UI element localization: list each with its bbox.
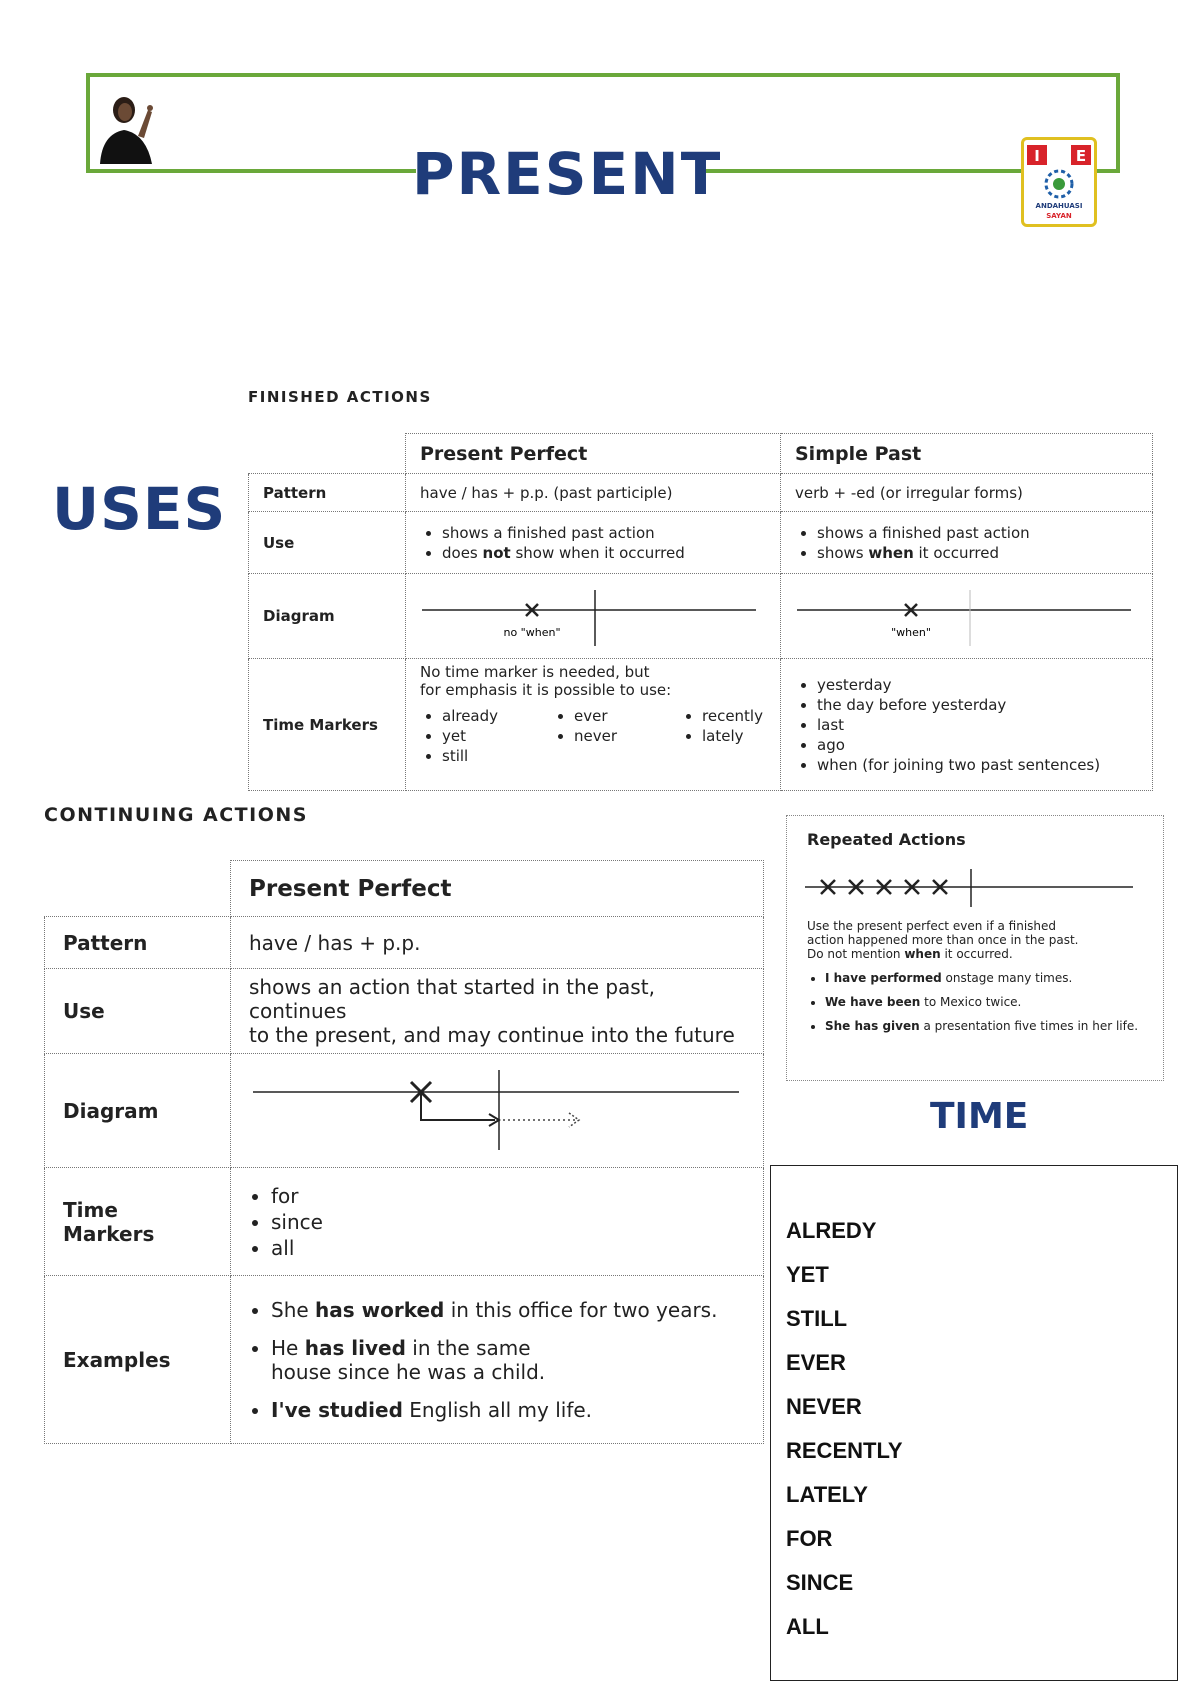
row-label-pattern: Pattern (45, 917, 231, 969)
pp-diagram (406, 574, 781, 659)
continuing-timeline-diagram (249, 1060, 745, 1156)
finished-actions-table (248, 433, 1153, 791)
repeated-actions-title: Repeated Actions (807, 830, 966, 849)
list-item: • never (574, 727, 680, 745)
list-item: • since (271, 1210, 745, 1234)
row-label-diagram: Diagram (249, 574, 406, 659)
repeated-text-3: Do not mention when it occurred. (807, 947, 1013, 961)
list-item: • recently (702, 707, 763, 725)
teacher-illustration (94, 88, 166, 164)
repeated-timeline-diagram (803, 855, 1139, 915)
cont-diagram (231, 1054, 764, 1168)
header-present-perfect: Present Perfect (406, 434, 781, 474)
continuing-actions-title: CONTINUING ACTIONS (44, 804, 308, 826)
list-item: • when (for joining two past sentences) (817, 756, 1138, 774)
repeated-text-1: Use the present perfect even if a finished (807, 919, 1057, 933)
row-label-pattern: Pattern (249, 474, 406, 512)
pp-markers-intro-1: No time marker is needed, but (420, 663, 650, 681)
header-simple-past: Simple Past (781, 434, 1153, 474)
list-item: • already (442, 707, 552, 725)
table-corner (45, 861, 231, 917)
logo-letter-right: E (1075, 147, 1087, 165)
header-present-perfect: Present Perfect (231, 861, 764, 917)
pp-diagram-caption: no "when" (503, 626, 561, 639)
pp-timeline-diagram (420, 578, 760, 650)
list-item: • shows when it occurred (817, 544, 1138, 562)
time-word: ALL (786, 1614, 829, 1639)
finished-actions-title: FINISHED ACTIONS (248, 388, 432, 406)
table-corner (249, 434, 406, 474)
list-item: • He has lived in the same house since he was a child. (271, 1336, 745, 1384)
list-item: • ago (817, 736, 1138, 754)
pp-time-markers (406, 659, 781, 791)
sp-time-markers (781, 659, 1153, 791)
pp-pattern: have / has + p.p. (past participle) (406, 474, 781, 512)
header-frame-bottom-left (86, 169, 416, 173)
time-word: STILL (786, 1306, 848, 1331)
row-label-diagram: Diagram (45, 1054, 231, 1168)
sp-diagram-caption: "when" (891, 626, 931, 639)
row-label-use: Use (45, 969, 231, 1054)
cont-pattern: have / has + p.p. (231, 917, 764, 969)
time-heading: TIME (930, 1096, 1029, 1137)
sp-use (781, 512, 1153, 574)
school-logo (1021, 137, 1097, 227)
sp-diagram (781, 574, 1153, 659)
list-item: • She has given a presentation five times in her life. (825, 1019, 1143, 1033)
list-item: • last (817, 716, 1138, 734)
row-label-time-markers: Time Markers (45, 1168, 231, 1276)
list-item: • for (271, 1184, 745, 1208)
sp-pattern: verb + -ed (or irregular forms) (781, 474, 1153, 512)
cont-time-markers (231, 1168, 764, 1276)
row-label-use: Use (249, 512, 406, 574)
time-words-box (770, 1165, 1178, 1681)
list-item: • shows a finished past action (442, 524, 766, 542)
sp-timeline-diagram (795, 578, 1135, 650)
cont-use-line-2: to the present, and may continue into the future (249, 1023, 735, 1047)
list-item: • still (442, 747, 552, 765)
pp-use (406, 512, 781, 574)
logo-letter-left: I (1034, 147, 1040, 165)
list-item: • I've studied English all my life. (271, 1398, 745, 1422)
pp-markers-intro-2: for emphasis it is possible to use: (420, 681, 672, 699)
list-item: • shows a finished past action (817, 524, 1138, 542)
repeated-text-2: action happened more than once in the past. (807, 933, 1079, 947)
cont-use (231, 969, 764, 1054)
row-label-time-markers: Time Markers (249, 659, 406, 791)
list-item: • I have performed onstage many times. (825, 971, 1143, 985)
logo-caption-1: ANDAHUASI (1035, 202, 1083, 210)
time-word: FOR (786, 1526, 833, 1551)
list-item: • We have been to Mexico twice. (825, 995, 1143, 1009)
time-word: RECENTLY (786, 1438, 903, 1463)
list-item: • She has worked in this office for two years. (271, 1298, 745, 1322)
time-word: ALREDY (786, 1218, 877, 1243)
list-item: • lately (702, 727, 763, 745)
cont-use-line-1: shows an action that started in the past, continues (249, 975, 655, 1023)
list-item: • yet (442, 727, 552, 745)
time-word: LATELY (786, 1482, 868, 1507)
logo-caption-2: SAYAN (1046, 212, 1072, 220)
list-item: • ever (574, 707, 680, 725)
continuing-actions-table (44, 860, 764, 1444)
list-item: • all (271, 1236, 745, 1260)
list-item: • the day before yesterday (817, 696, 1138, 714)
time-word: YET (786, 1262, 829, 1287)
time-word: NEVER (786, 1394, 862, 1419)
time-word: EVER (786, 1350, 846, 1375)
repeated-actions-box (786, 815, 1164, 1081)
uses-heading: USES (52, 475, 227, 543)
cont-examples (231, 1276, 764, 1444)
list-item: • does not show when it occurred (442, 544, 766, 562)
row-label-examples: Examples (45, 1276, 231, 1444)
page-title: PRESENT (412, 140, 723, 208)
list-item: • yesterday (817, 676, 1138, 694)
time-word: SINCE (786, 1570, 854, 1595)
